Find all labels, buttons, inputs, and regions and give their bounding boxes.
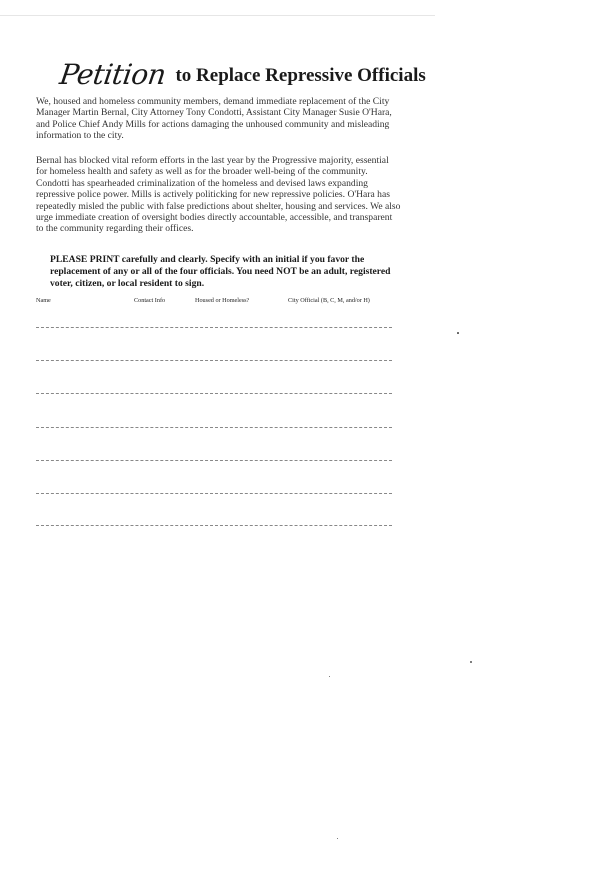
- column-header-city-official: City Official (B, C, M, and/or H): [288, 297, 370, 304]
- signature-line[interactable]: [36, 525, 392, 526]
- column-header-housed: Housed or Homeless?: [195, 297, 250, 304]
- signing-instructions: PLEASE PRINT carefully and clearly. Specify with an initial if you favor the replacement of any or all of the four officials. You need NOT be an adult, registered voter, citizen, or local resident to sign.: [50, 254, 391, 290]
- title-script-word: Petition: [57, 58, 168, 91]
- demand-paragraph: We, housed and homeless community members, demand immediate replacement of the City Manager Martin Bernal, City Attorney Tony Condotti, Assistant City Manager Susie O'Hara, and Police Chief Andy Mills for actions damaging the unhoused community and misleading information to the city.: [36, 96, 392, 142]
- signature-line[interactable]: [36, 493, 392, 494]
- scan-speck: [457, 332, 459, 334]
- top-rule: [0, 15, 435, 16]
- title-main-text: to Replace Repressive Officials: [175, 65, 426, 86]
- signature-line[interactable]: [36, 327, 392, 328]
- scan-speck: [470, 661, 472, 663]
- signature-line[interactable]: [36, 360, 392, 361]
- signature-line[interactable]: [36, 427, 392, 428]
- signature-line[interactable]: [36, 460, 392, 461]
- signature-line[interactable]: [36, 393, 392, 394]
- scan-speck: [337, 838, 338, 839]
- petition-title: [57, 58, 426, 91]
- column-header-name: Name: [36, 297, 51, 304]
- scan-speck: [329, 676, 330, 677]
- column-header-contact: Contact Info: [134, 297, 166, 304]
- reasons-paragraph: Bernal has blocked vital reform efforts in the last year by the Progressive majority, essential for homeless health and safety as well as for the broader well-being of the community. Condotti has spearheaded criminalization of the homeless and devised laws expanding repressive police power. Mills is actively politicking for new repressive policies. O'Hara has repeatedly misled the public with false predictions about shelter, housing and services. We also urge immediate creation of oversight bodies directly accountable, accessible, and transparent to the community regarding their offices.: [36, 155, 401, 235]
